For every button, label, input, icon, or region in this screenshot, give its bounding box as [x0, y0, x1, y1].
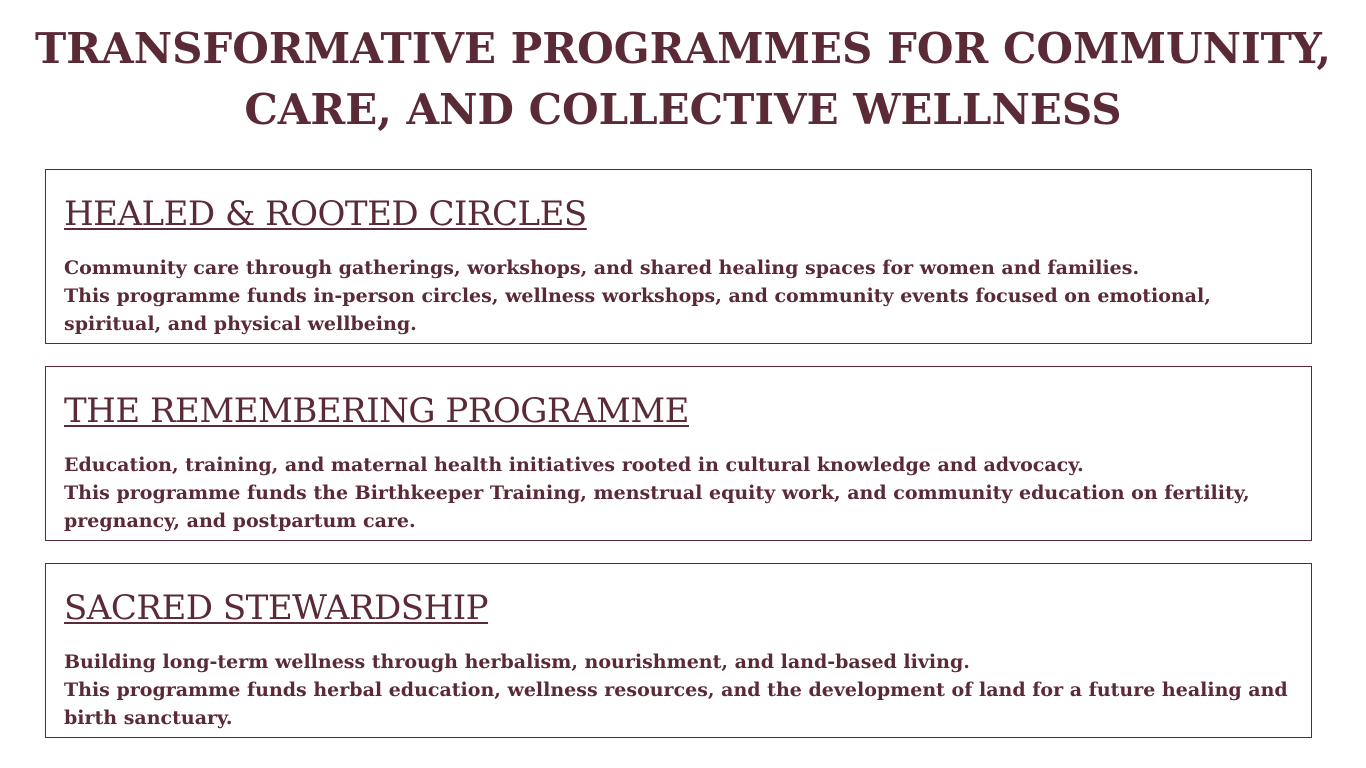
- programme-description: [64, 254, 1294, 338]
- programme-details: This programme funds in-person circles, wellness workshops, and community events focused on emotional, spiritual, and physical wellbeing.: [64, 285, 1211, 335]
- programme-details: This programme funds herbal education, wellness resources, and the development of land for a future healing and birth sanctuary.: [64, 679, 1288, 729]
- programme-summary: Education, training, and maternal health initiatives rooted in cultural knowledge and advocacy.: [64, 454, 1084, 476]
- programme-heading: THE REMEMBERING PROGRAMME: [64, 391, 689, 431]
- page-title: [0, 18, 1366, 140]
- programme-description: [64, 451, 1294, 535]
- programme-summary: Building long-term wellness through herbalism, nourishment, and land-based living.: [64, 651, 970, 673]
- programme-card-remembering-programme: [45, 366, 1312, 541]
- programme-summary: Community care through gatherings, workshops, and shared healing spaces for women and families.: [64, 257, 1140, 279]
- page-title-line-1: TRANSFORMATIVE PROGRAMMES FOR COMMUNITY,: [34, 24, 1332, 73]
- programme-card-sacred-stewardship: [45, 563, 1312, 738]
- programme-heading: SACRED STEWARDSHIP: [64, 588, 489, 628]
- programme-details: This programme funds the Birthkeeper Training, menstrual equity work, and community education on fertility, pregnancy, and postpartum care.: [64, 482, 1250, 532]
- programme-card-healed-rooted-circles: [45, 169, 1312, 344]
- programme-description: [64, 648, 1294, 732]
- programme-heading: HEALED & ROOTED CIRCLES: [64, 194, 587, 234]
- page-title-line-2: CARE, AND COLLECTIVE WELLNESS: [244, 85, 1122, 134]
